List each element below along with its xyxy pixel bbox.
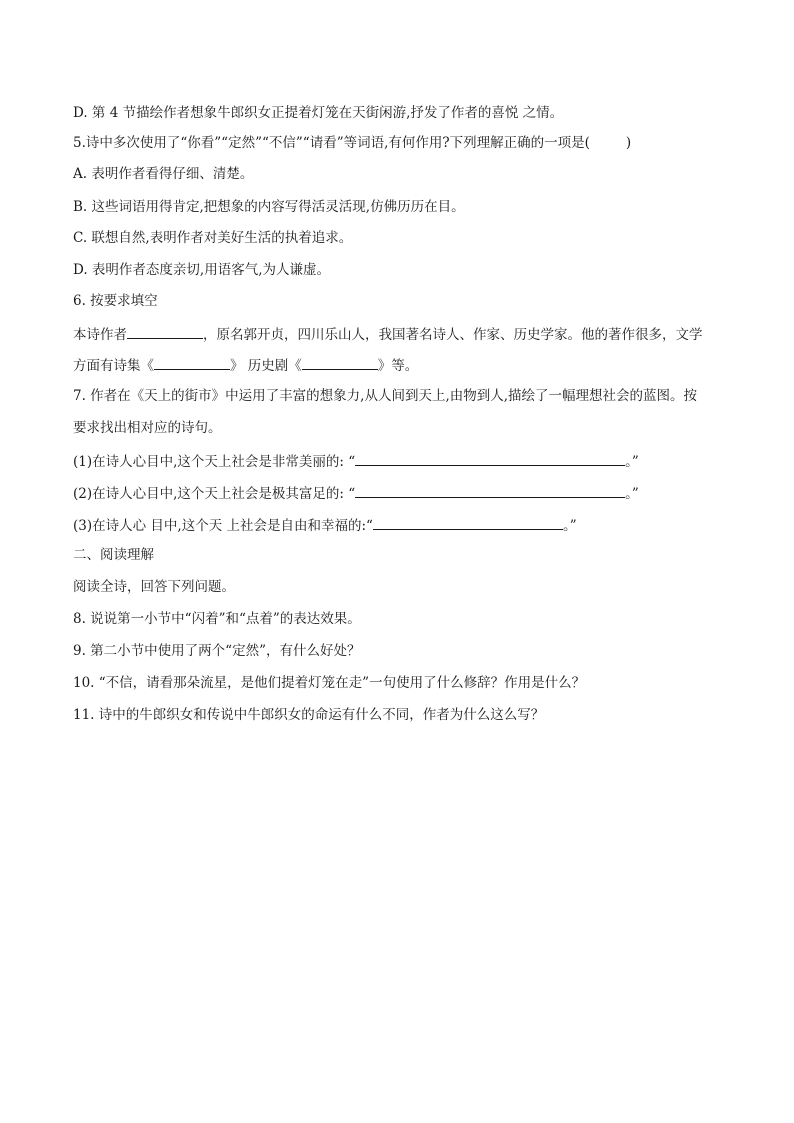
q5-stem xyxy=(73,133,733,153)
q6-poetry-blank[interactable] xyxy=(154,354,230,370)
q7-2-text: (2)在诗人心目中,这个天上社会是极其富足的: “ xyxy=(73,486,356,502)
q7-stem-line-1: 7. 作者在《天上的街市》中运用了丰富的想象力,从人间到天上,由物到人,描绘了一幅理想社会的蓝图。按 xyxy=(73,388,698,404)
q7-2-blank[interactable] xyxy=(355,482,625,498)
q5-stem-close: ) xyxy=(625,135,632,151)
q6-text-b: ，原名郭开贞，四川乐山人，我国著名诗人、作家、历史学家。他的著作很多，文学 xyxy=(203,327,703,343)
q6-author-blank[interactable] xyxy=(127,323,203,339)
q7-3-close: 。” xyxy=(562,518,577,534)
q5-stem-text: 5.诗中多次使用了“你看”“定然”“不信”“请看”等词语,有何作用?下列理解正确的一项是( xyxy=(73,135,590,151)
q7-3-text: (3)在诗人心 目中,这个天 上社会是自由和幸福的:“ xyxy=(73,518,373,534)
q6-stem: 6. 按要求填空 xyxy=(73,293,158,309)
q7-1-close: 。” xyxy=(625,454,639,470)
q7-2-close: 。” xyxy=(625,486,639,502)
q6-text-d: 》 历史剧《 xyxy=(230,358,302,374)
q7-stem-line-2: 要求找出相对应的诗句。 xyxy=(73,420,222,436)
q6-text-e: 》等。 xyxy=(377,358,419,374)
q4-option-d: D. 第 4 节描绘作者想象牛郎织女正提着灯笼在天街闲游,抒发了作者的喜悦 之情。 xyxy=(73,105,564,121)
q11: 11. 诗中的牛郎织女和传说中牛郎织女的命运有什么不同，作者为什么这么写？ xyxy=(73,707,545,723)
q7-part-1 xyxy=(73,450,733,472)
q10: 10. “不信，请看那朵流星，是他们提着灯笼在走”一句使用了什么修辞？作用是什么？ xyxy=(73,675,586,691)
q6-line-1 xyxy=(73,323,733,345)
q5-option-d: D. 表明作者态度亲切,用语客气,为人谦虚。 xyxy=(73,262,331,278)
q6-text-c: 方面有诗集《 xyxy=(73,358,154,374)
q7-1-blank[interactable] xyxy=(355,450,625,466)
q5-option-c: C. 联想自然,表明作者对美好生活的执着追求。 xyxy=(73,230,353,246)
q5-option-a: A. 表明作者看得仔细、清楚。 xyxy=(73,166,254,182)
q9: 9. 第二小节中使用了两个“定然”，有什么好处？ xyxy=(73,643,361,659)
q8: 8. 说说第一小节中“闪着”和“点着”的表达效果。 xyxy=(73,611,361,627)
q7-1-text: (1)在诗人心目中,这个天上社会是非常美丽的: “ xyxy=(73,454,356,470)
q6-text-a: 本诗作者 xyxy=(73,327,127,343)
section-2-heading: 二、阅读理解 xyxy=(73,547,154,563)
q7-part-3 xyxy=(73,514,733,536)
q7-3-blank[interactable] xyxy=(373,514,563,530)
q6-line-2 xyxy=(73,354,733,376)
section-2-intro: 阅读全诗，回答下列问题。 xyxy=(73,579,235,595)
q5-option-b: B. 这些词语用得肯定,把想象的内容写得活灵活现,仿佛历历在目。 xyxy=(73,199,465,215)
q6-drama-blank[interactable] xyxy=(302,354,378,370)
q7-part-2 xyxy=(73,482,733,504)
